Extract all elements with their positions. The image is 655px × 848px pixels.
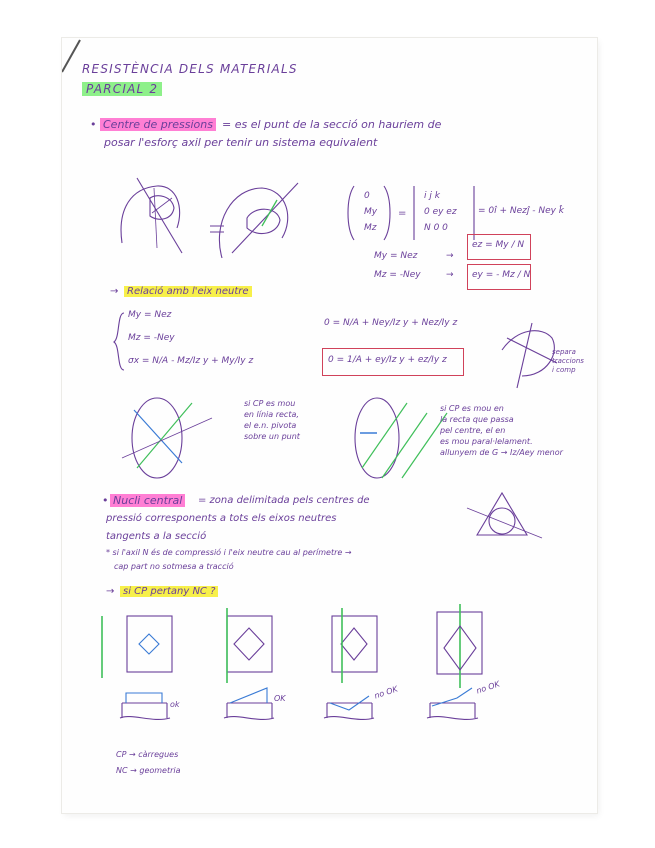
relacio-eq-2: Mz = -Ney [128,333,175,343]
relacio-label: Relació amb l'eix neutre [124,286,252,297]
nucli-line-5: cap part no sotmesa a tracció [114,562,234,571]
relacio-eq-3: σx = N/A - Mz/Iz y + My/Iy z [128,356,254,366]
nucli-line-2: pressió corresponents a tots els eixos neutres [106,513,337,524]
nucli-line-4: * si l'axil N és de compressió i l'eix neutre cau al perímetre → [106,548,352,557]
matrix-col1: 0 My Mz [364,191,378,233]
my-equation: My = Nez [374,251,418,261]
page-title: RESISTÈNCIA DELS MATERIALS [82,62,298,76]
nucli-line-3: tangents a la secció [106,531,207,542]
definition-line-2: posar l'esforç axil per tenir un sistema equivalent [104,136,378,149]
note-separa: separa traccions i comp [552,348,584,374]
nook-label-1: no OK [373,684,399,701]
mz-equation: Mz = -Ney [374,270,421,280]
determinant: i j k 0 ey ez N 0 0 [424,191,457,233]
term-centre-pressions: Centre de pressions [100,118,216,131]
nook-label-2: no OK [475,679,501,696]
notebook-page [62,38,597,813]
relacio-eq-4: 0 = N/A + Ney/Iz y + Nez/Iy z [324,318,458,328]
bullet-1: • [90,118,97,131]
ey-equation: ey = - Mz / N [472,270,531,280]
note-pivot: si CP es mou en línia recta, el e.n. pivota sobre un punt [244,399,300,441]
relacio-eq-1: My = Nez [128,310,172,320]
ez-equation: ez = My / N [472,240,525,250]
ok-label-2: OK [274,694,286,703]
page-subtitle: PARCIAL 2 [82,82,162,96]
ok-label-1: ok [170,700,180,709]
equals-sign: = [398,208,407,219]
arrow-relacio: → [110,286,119,297]
arrow-1: → [446,251,454,261]
cp-nc-question: si CP pertany NC ? [120,586,218,597]
cross-product-result: = 0î + Nezĵ - Ney k̂ [478,206,565,216]
arrow-2: → [446,270,454,280]
definition-line-1: = es el punt de la secció on hauriem de [222,118,442,131]
nucli-line-1: = zona delimitada pels centres de [198,495,370,506]
relacio-eq-5: 0 = 1/A + ey/Iz y + ez/Iy z [328,355,447,365]
note-parallel: si CP es mou en la recta que passa pel centre, el en es mou paral·lelament. allunyem de G → Iz/Aey menor [440,404,563,457]
arrow-cp: → [106,586,115,597]
legend-nc: NC → geometria [116,766,181,775]
legend-cp: CP → càrregues [116,750,179,759]
term-nucli-central: Nucli central [110,494,185,507]
bullet-2: • [102,494,109,507]
